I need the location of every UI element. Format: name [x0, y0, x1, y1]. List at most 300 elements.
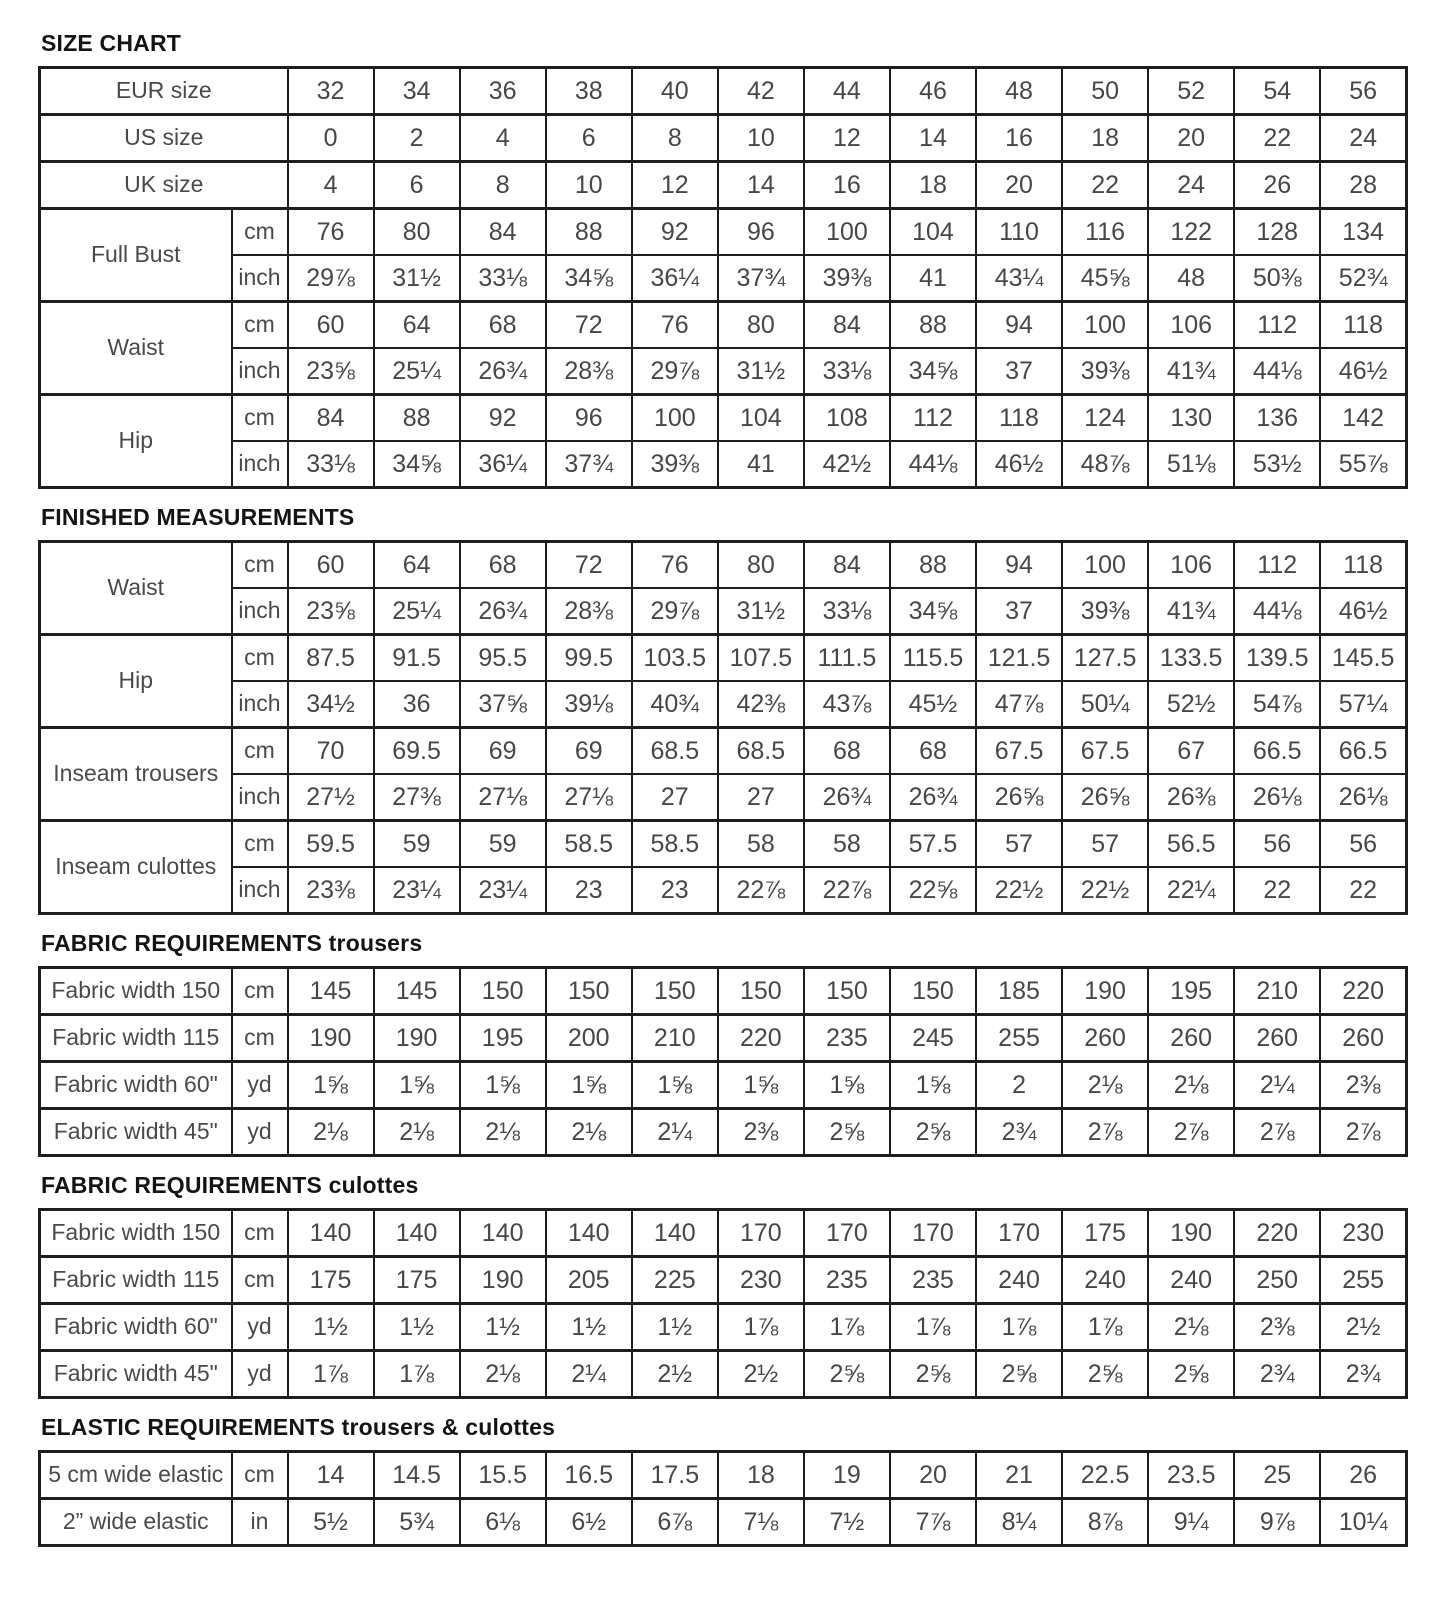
- unit-label: cm: [232, 821, 288, 868]
- value-cell: 16: [976, 115, 1062, 162]
- value-cell: 95.5: [460, 635, 546, 682]
- value-cell: 59: [460, 821, 546, 868]
- value-cell: 1½: [288, 1304, 374, 1351]
- value-cell: 22½: [976, 867, 1062, 914]
- value-cell: 2¾: [976, 1109, 1062, 1156]
- value-cell: 29⅞: [632, 588, 718, 635]
- value-cell: 133.5: [1148, 635, 1234, 682]
- value-cell: 59: [374, 821, 460, 868]
- table-row: [40, 68, 1407, 115]
- value-cell: 19: [804, 1452, 890, 1499]
- value-cell: 26: [1234, 162, 1320, 209]
- value-cell: 37: [976, 588, 1062, 635]
- value-cell: 84: [804, 302, 890, 349]
- value-cell: 44⅛: [1234, 588, 1320, 635]
- value-cell: 88: [890, 542, 976, 589]
- value-cell: 44: [804, 68, 890, 115]
- value-cell: 34⅝: [890, 588, 976, 635]
- value-cell: 84: [804, 542, 890, 589]
- section-heading-fabric-requirements-culottes: FABRIC REQUIREMENTS culottes: [41, 1172, 419, 1198]
- value-cell: 230: [718, 1257, 804, 1304]
- value-cell: 2⅛: [1148, 1062, 1234, 1109]
- table-row: [40, 1015, 1407, 1062]
- value-cell: 118: [1320, 302, 1406, 349]
- value-cell: 44⅛: [890, 441, 976, 488]
- table-row: [40, 821, 1407, 868]
- value-cell: 57: [976, 821, 1062, 868]
- value-cell: 39⅜: [1062, 348, 1148, 395]
- value-cell: 39⅜: [632, 441, 718, 488]
- table-row: [40, 867, 1407, 914]
- value-cell: 27: [632, 774, 718, 821]
- value-cell: 6⅞: [632, 1499, 718, 1546]
- value-cell: 1⅝: [632, 1062, 718, 1109]
- value-cell: 145: [374, 968, 460, 1015]
- value-cell: 76: [632, 302, 718, 349]
- unit-label: cm: [232, 1452, 288, 1499]
- value-cell: 210: [1234, 968, 1320, 1015]
- value-cell: 36¼: [460, 441, 546, 488]
- unit-label: cm: [232, 1015, 288, 1062]
- value-cell: 2⅞: [1234, 1109, 1320, 1156]
- value-cell: 88: [546, 209, 632, 256]
- value-cell: 68: [804, 728, 890, 775]
- value-cell: 23¼: [460, 867, 546, 914]
- value-cell: 20: [1148, 115, 1234, 162]
- row-label: Full Bust: [40, 209, 232, 302]
- value-cell: 44⅛: [1234, 348, 1320, 395]
- value-cell: 96: [718, 209, 804, 256]
- unit-label: cm: [232, 395, 288, 442]
- value-cell: 140: [288, 1210, 374, 1257]
- unit-label: yd: [232, 1351, 288, 1398]
- value-cell: 1⅞: [804, 1304, 890, 1351]
- value-cell: 190: [1062, 968, 1148, 1015]
- table-row: [40, 588, 1407, 635]
- unit-label: yd: [232, 1304, 288, 1351]
- value-cell: 69.5: [374, 728, 460, 775]
- value-cell: 108: [804, 395, 890, 442]
- value-cell: 22: [1234, 867, 1320, 914]
- value-cell: 2⅝: [804, 1109, 890, 1156]
- unit-label: cm: [232, 1257, 288, 1304]
- value-cell: 225: [632, 1257, 718, 1304]
- value-cell: 190: [374, 1015, 460, 1062]
- value-cell: 56.5: [1148, 821, 1234, 868]
- unit-label: inch: [232, 774, 288, 821]
- table-row: [40, 302, 1407, 349]
- value-cell: 1⅞: [374, 1351, 460, 1398]
- value-cell: 106: [1148, 302, 1234, 349]
- value-cell: 94: [976, 302, 1062, 349]
- table-row: [40, 774, 1407, 821]
- value-cell: 88: [890, 302, 976, 349]
- value-cell: 14: [288, 1452, 374, 1499]
- value-cell: 12: [632, 162, 718, 209]
- value-cell: 150: [890, 968, 976, 1015]
- value-cell: 2⅝: [890, 1109, 976, 1156]
- unit-label: cm: [232, 968, 288, 1015]
- table-row: [40, 681, 1407, 728]
- value-cell: 57¼: [1320, 681, 1406, 728]
- table-row: [40, 1257, 1407, 1304]
- value-cell: 91.5: [374, 635, 460, 682]
- section-heading-elastic-requirements: ELASTIC REQUIREMENTS trousers & culottes: [41, 1414, 556, 1440]
- value-cell: 42: [718, 68, 804, 115]
- value-cell: 47⅞: [976, 681, 1062, 728]
- value-cell: 42½: [804, 441, 890, 488]
- value-cell: 107.5: [718, 635, 804, 682]
- value-cell: 2: [976, 1062, 1062, 1109]
- value-cell: 210: [632, 1015, 718, 1062]
- value-cell: 8¼: [976, 1499, 1062, 1546]
- value-cell: 23: [632, 867, 718, 914]
- row-label: Inseam trousers: [40, 728, 232, 821]
- value-cell: 58.5: [546, 821, 632, 868]
- value-cell: 220: [1234, 1210, 1320, 1257]
- value-cell: 190: [1148, 1210, 1234, 1257]
- value-cell: 8: [632, 115, 718, 162]
- value-cell: 122: [1148, 209, 1234, 256]
- value-cell: 26⅛: [1320, 774, 1406, 821]
- value-cell: 20: [976, 162, 1062, 209]
- table-row: [40, 542, 1407, 589]
- value-cell: 2⅝: [1148, 1351, 1234, 1398]
- row-label: 2” wide elastic: [40, 1499, 232, 1546]
- value-cell: 2⅛: [288, 1109, 374, 1156]
- value-cell: 128: [1234, 209, 1320, 256]
- value-cell: 136: [1234, 395, 1320, 442]
- value-cell: 32: [288, 68, 374, 115]
- value-cell: 2⅞: [1320, 1109, 1406, 1156]
- value-cell: 22: [1062, 162, 1148, 209]
- value-cell: 96: [546, 395, 632, 442]
- value-cell: 22⅝: [890, 867, 976, 914]
- table-row: [40, 441, 1407, 488]
- row-label: Inseam culottes: [40, 821, 232, 914]
- value-cell: 37¾: [718, 255, 804, 302]
- value-cell: 260: [1234, 1015, 1320, 1062]
- value-cell: 16: [804, 162, 890, 209]
- unit-label: inch: [232, 441, 288, 488]
- elastic-requirements-table: [38, 1450, 1408, 1547]
- value-cell: 84: [460, 209, 546, 256]
- value-cell: 4: [460, 115, 546, 162]
- value-cell: 145: [288, 968, 374, 1015]
- value-cell: 2¼: [1234, 1062, 1320, 1109]
- value-cell: 175: [1062, 1210, 1148, 1257]
- value-cell: 22⅞: [804, 867, 890, 914]
- row-label: Fabric width 150: [40, 1210, 232, 1257]
- value-cell: 45½: [890, 681, 976, 728]
- value-cell: 185: [976, 968, 1062, 1015]
- value-cell: 14.5: [374, 1452, 460, 1499]
- table-row: [40, 1210, 1407, 1257]
- value-cell: 150: [546, 968, 632, 1015]
- value-cell: 5½: [288, 1499, 374, 1546]
- value-cell: 2¾: [1320, 1351, 1406, 1398]
- value-cell: 68.5: [632, 728, 718, 775]
- value-cell: 8: [460, 162, 546, 209]
- value-cell: 2⅞: [1062, 1109, 1148, 1156]
- value-cell: 12: [804, 115, 890, 162]
- value-cell: 20: [890, 1452, 976, 1499]
- value-cell: 22½: [1062, 867, 1148, 914]
- value-cell: 260: [1320, 1015, 1406, 1062]
- value-cell: 195: [1148, 968, 1234, 1015]
- value-cell: 37: [976, 348, 1062, 395]
- value-cell: 1⅞: [976, 1304, 1062, 1351]
- value-cell: 26⅛: [1234, 774, 1320, 821]
- value-cell: 10¼: [1320, 1499, 1406, 1546]
- value-cell: 23.5: [1148, 1452, 1234, 1499]
- value-cell: 245: [890, 1015, 976, 1062]
- value-cell: 41: [890, 255, 976, 302]
- value-cell: 6½: [546, 1499, 632, 1546]
- value-cell: 68.5: [718, 728, 804, 775]
- row-label: Fabric width 115: [40, 1015, 232, 1062]
- row-label: UK size: [40, 162, 288, 209]
- value-cell: 46: [890, 68, 976, 115]
- value-cell: 56: [1234, 821, 1320, 868]
- value-cell: 2⅝: [890, 1351, 976, 1398]
- table-row: [40, 1109, 1407, 1156]
- value-cell: 34⅝: [374, 441, 460, 488]
- value-cell: 24: [1320, 115, 1406, 162]
- value-cell: 100: [1062, 542, 1148, 589]
- value-cell: 130: [1148, 395, 1234, 442]
- row-label: Fabric width 115: [40, 1257, 232, 1304]
- value-cell: 22: [1234, 115, 1320, 162]
- value-cell: 57.5: [890, 821, 976, 868]
- value-cell: 48: [976, 68, 1062, 115]
- value-cell: 18: [890, 162, 976, 209]
- value-cell: 124: [1062, 395, 1148, 442]
- value-cell: 23⅜: [288, 867, 374, 914]
- value-cell: 230: [1320, 1210, 1406, 1257]
- value-cell: 72: [546, 302, 632, 349]
- value-cell: 8⅞: [1062, 1499, 1148, 1546]
- value-cell: 2½: [718, 1351, 804, 1398]
- value-cell: 2⅛: [1148, 1304, 1234, 1351]
- unit-label: inch: [232, 348, 288, 395]
- value-cell: 53½: [1234, 441, 1320, 488]
- value-cell: 28: [1320, 162, 1406, 209]
- value-cell: 23: [546, 867, 632, 914]
- value-cell: 15.5: [460, 1452, 546, 1499]
- table-row: [40, 728, 1407, 775]
- value-cell: 139.5: [1234, 635, 1320, 682]
- value-cell: 23⅝: [288, 588, 374, 635]
- value-cell: 118: [1320, 542, 1406, 589]
- value-cell: 33⅛: [288, 441, 374, 488]
- value-cell: 26: [1320, 1452, 1406, 1499]
- value-cell: 2⅜: [1234, 1304, 1320, 1351]
- value-cell: 33⅛: [804, 588, 890, 635]
- table-row: [40, 115, 1407, 162]
- value-cell: 106: [1148, 542, 1234, 589]
- value-cell: 80: [718, 542, 804, 589]
- value-cell: 92: [632, 209, 718, 256]
- value-cell: 25¼: [374, 588, 460, 635]
- value-cell: 66.5: [1320, 728, 1406, 775]
- value-cell: 1⅝: [804, 1062, 890, 1109]
- value-cell: 26¾: [890, 774, 976, 821]
- value-cell: 10: [546, 162, 632, 209]
- value-cell: 255: [976, 1015, 1062, 1062]
- value-cell: 2½: [632, 1351, 718, 1398]
- value-cell: 7½: [804, 1499, 890, 1546]
- value-cell: 68: [460, 542, 546, 589]
- value-cell: 28⅜: [546, 588, 632, 635]
- value-cell: 150: [804, 968, 890, 1015]
- value-cell: 190: [288, 1015, 374, 1062]
- value-cell: 29⅞: [632, 348, 718, 395]
- value-cell: 110: [976, 209, 1062, 256]
- value-cell: 6⅛: [460, 1499, 546, 1546]
- row-label: Fabric width 150: [40, 968, 232, 1015]
- value-cell: 205: [546, 1257, 632, 1304]
- value-cell: 99.5: [546, 635, 632, 682]
- section-heading-size-chart: SIZE CHART: [41, 30, 181, 56]
- value-cell: 1½: [374, 1304, 460, 1351]
- row-label: Waist: [40, 542, 232, 635]
- value-cell: 24: [1148, 162, 1234, 209]
- value-cell: 26⅝: [1062, 774, 1148, 821]
- value-cell: 115.5: [890, 635, 976, 682]
- value-cell: 36: [374, 681, 460, 728]
- unit-label: yd: [232, 1109, 288, 1156]
- value-cell: 25: [1234, 1452, 1320, 1499]
- value-cell: 1⅞: [718, 1304, 804, 1351]
- value-cell: 2¼: [546, 1351, 632, 1398]
- value-cell: 2½: [1320, 1304, 1406, 1351]
- value-cell: 255: [1320, 1257, 1406, 1304]
- value-cell: 58: [718, 821, 804, 868]
- value-cell: 175: [288, 1257, 374, 1304]
- value-cell: 2⅜: [1320, 1062, 1406, 1109]
- value-cell: 6: [374, 162, 460, 209]
- value-cell: 43⅞: [804, 681, 890, 728]
- unit-label: inch: [232, 255, 288, 302]
- value-cell: 9⅞: [1234, 1499, 1320, 1546]
- value-cell: 2¼: [632, 1109, 718, 1156]
- value-cell: 39⅜: [804, 255, 890, 302]
- value-cell: 41: [718, 441, 804, 488]
- value-cell: 18: [1062, 115, 1148, 162]
- table-row: [40, 968, 1407, 1015]
- table-row: [40, 255, 1407, 302]
- value-cell: 31½: [374, 255, 460, 302]
- value-cell: 104: [890, 209, 976, 256]
- value-cell: 67.5: [976, 728, 1062, 775]
- value-cell: 2⅜: [718, 1109, 804, 1156]
- value-cell: 26⅜: [1148, 774, 1234, 821]
- value-cell: 59.5: [288, 821, 374, 868]
- value-cell: 14: [718, 162, 804, 209]
- value-cell: 31½: [718, 348, 804, 395]
- value-cell: 54: [1234, 68, 1320, 115]
- value-cell: 2¾: [1234, 1351, 1320, 1398]
- value-cell: 235: [804, 1015, 890, 1062]
- value-cell: 33⅛: [460, 255, 546, 302]
- value-cell: 34⅝: [890, 348, 976, 395]
- value-cell: 1½: [460, 1304, 546, 1351]
- finished-measurements-table: [38, 540, 1408, 915]
- value-cell: 112: [1234, 542, 1320, 589]
- sections-container: [38, 30, 1408, 1547]
- value-cell: 104: [718, 395, 804, 442]
- value-cell: 67.5: [1062, 728, 1148, 775]
- value-cell: 23⅝: [288, 348, 374, 395]
- value-cell: 51⅛: [1148, 441, 1234, 488]
- value-cell: 39⅜: [1062, 588, 1148, 635]
- value-cell: 220: [718, 1015, 804, 1062]
- value-cell: 60: [288, 302, 374, 349]
- value-cell: 127.5: [1062, 635, 1148, 682]
- unit-label: cm: [232, 728, 288, 775]
- row-label: Hip: [40, 395, 232, 488]
- value-cell: 170: [804, 1210, 890, 1257]
- value-cell: 37¾: [546, 441, 632, 488]
- row-label: US size: [40, 115, 288, 162]
- value-cell: 1⅝: [374, 1062, 460, 1109]
- unit-label: cm: [232, 1210, 288, 1257]
- value-cell: 70: [288, 728, 374, 775]
- value-cell: 121.5: [976, 635, 1062, 682]
- value-cell: 50: [1062, 68, 1148, 115]
- value-cell: 80: [374, 209, 460, 256]
- row-label: Fabric width 45": [40, 1351, 232, 1398]
- value-cell: 5¾: [374, 1499, 460, 1546]
- value-cell: 40¾: [632, 681, 718, 728]
- value-cell: 21: [976, 1452, 1062, 1499]
- value-cell: 54⅞: [1234, 681, 1320, 728]
- table-row: [40, 209, 1407, 256]
- value-cell: 14: [890, 115, 976, 162]
- value-cell: 142: [1320, 395, 1406, 442]
- row-label: Hip: [40, 635, 232, 728]
- value-cell: 57: [1062, 821, 1148, 868]
- value-cell: 48⅞: [1062, 441, 1148, 488]
- value-cell: 37⅝: [460, 681, 546, 728]
- value-cell: 134: [1320, 209, 1406, 256]
- value-cell: 27½: [288, 774, 374, 821]
- value-cell: 200: [546, 1015, 632, 1062]
- value-cell: 50⅜: [1234, 255, 1320, 302]
- value-cell: 1½: [546, 1304, 632, 1351]
- value-cell: 55⅞: [1320, 441, 1406, 488]
- value-cell: 6: [546, 115, 632, 162]
- fabric-requirements-culottes-table: [38, 1208, 1408, 1399]
- value-cell: 140: [632, 1210, 718, 1257]
- value-cell: 27⅛: [460, 774, 546, 821]
- value-cell: 26¾: [804, 774, 890, 821]
- value-cell: 52½: [1148, 681, 1234, 728]
- value-cell: 145.5: [1320, 635, 1406, 682]
- value-cell: 34: [374, 68, 460, 115]
- value-cell: 68: [890, 728, 976, 775]
- value-cell: 111.5: [804, 635, 890, 682]
- value-cell: 150: [632, 968, 718, 1015]
- value-cell: 69: [460, 728, 546, 775]
- unit-label: cm: [232, 635, 288, 682]
- value-cell: 2⅛: [460, 1351, 546, 1398]
- value-cell: 100: [1062, 302, 1148, 349]
- value-cell: 67: [1148, 728, 1234, 775]
- value-cell: 38: [546, 68, 632, 115]
- value-cell: 18: [718, 1452, 804, 1499]
